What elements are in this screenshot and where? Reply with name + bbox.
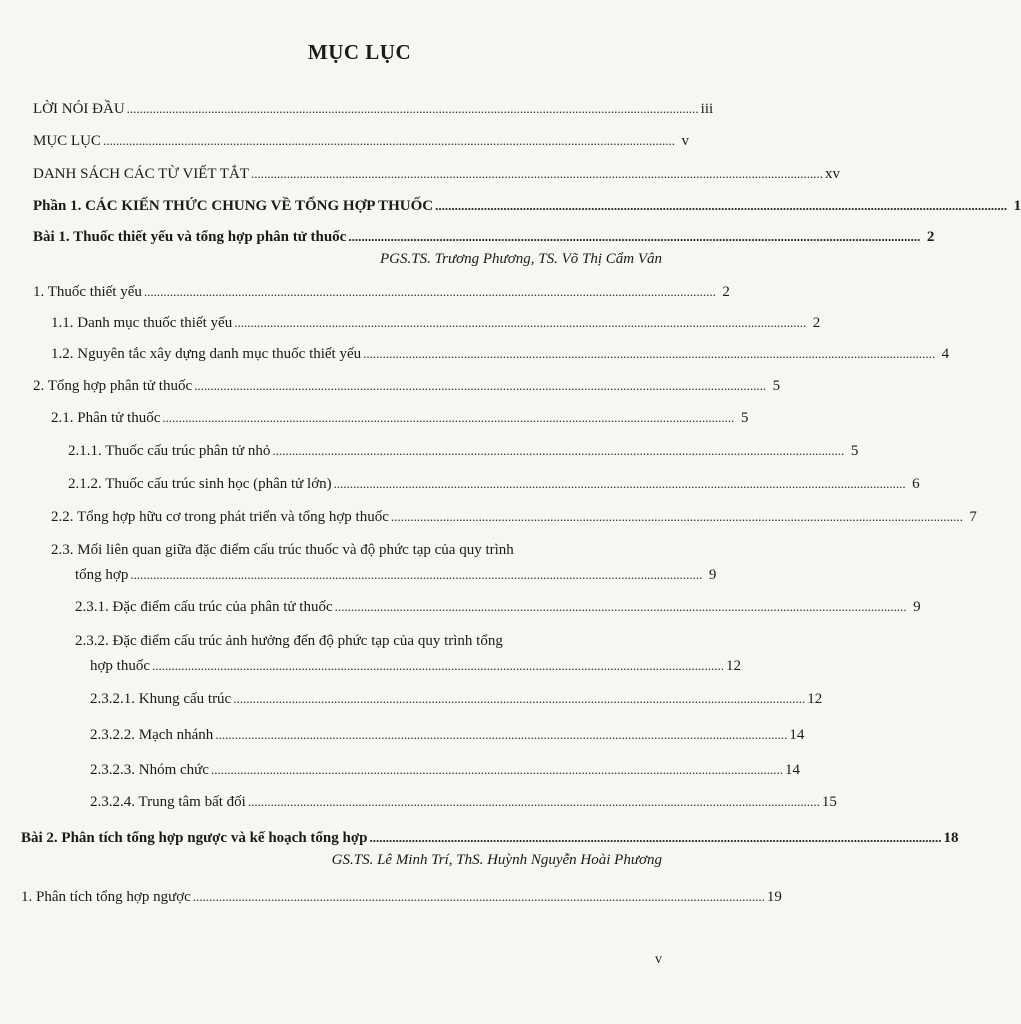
- toc-entry: [68, 475, 920, 493]
- page-title: MỤC LỤC: [307, 40, 412, 64]
- toc-entry-text: 2.3. Mối liên quan giữa đặc điểm cấu trúc thuốc và độ phức tạp của quy trình: [51, 542, 514, 558]
- toc-entry: [33, 165, 840, 183]
- author-line: GS.TS. Lê Minh Trí, ThS. Huỳnh Nguyễn Hoài Phương: [331, 852, 662, 868]
- leader-dots: ................................................................................................................................................................................: [102, 133, 675, 148]
- leader-dots: ................................................................................................................................................................................: [143, 284, 716, 299]
- leader-dots: ................................................................................................................................................................................: [247, 794, 820, 809]
- toc-entry-text: 1. Thuốc thiết yếu: [33, 284, 142, 300]
- toc-entry-page: 1: [1013, 198, 1021, 214]
- toc-entry-page: 2: [722, 284, 730, 300]
- toc-entry-text: Phần 1. CÁC KIẾN THỨC CHUNG VỀ TỔNG HỢP THUỐC: [33, 198, 434, 214]
- toc-entry-page: 9: [708, 567, 717, 583]
- toc-entry-text: 1.1. Danh mục thuốc thiết yếu: [51, 315, 233, 331]
- toc-entry-text: DANH SÁCH CÁC TỪ VIẾT TẮT: [33, 166, 249, 182]
- page-number: v: [655, 952, 662, 967]
- leader-dots: ................................................................................................................................................................................: [435, 198, 1008, 213]
- toc-entry-text: 1.2. Nguyên tắc xây dựng danh mục thuốc thiết yếu: [51, 346, 362, 362]
- toc-entry-page: 4: [941, 346, 950, 362]
- toc-entry-page: 5: [740, 410, 749, 426]
- toc-entry: [33, 100, 714, 118]
- toc-entry-text: 2. Tổng hợp phân tử thuốc: [33, 378, 193, 394]
- toc-entry: [51, 508, 977, 526]
- toc-entry: [90, 690, 823, 708]
- toc-entry-text: Bài 1. Thuốc thiết yếu và tổng hợp phân tử thuốc: [33, 229, 347, 245]
- toc-entry-text: 1. Phân tích tổng hợp ngược: [21, 889, 191, 905]
- leader-dots: ................................................................................................................................................................................: [210, 762, 783, 777]
- toc-entry-page: 15: [821, 794, 837, 810]
- toc-entry-text: MỤC LỤC: [33, 133, 101, 149]
- leader-dots: ................................................................................................................................................................................: [233, 691, 806, 706]
- toc-entry-text: 2.1.2. Thuốc cấu trúc sinh học (phân tử lớn): [68, 476, 332, 492]
- toc-entry-text: 2.3.2.2. Mạch nhánh: [90, 727, 214, 743]
- toc-entry: [90, 726, 805, 744]
- toc-entry-page: 7: [969, 509, 977, 525]
- leader-dots: ................................................................................................................................................................................: [250, 166, 823, 181]
- leader-dots: ................................................................................................................................................................................: [215, 727, 788, 742]
- toc-entry: [75, 598, 921, 616]
- leader-dots: ................................................................................................................................................................................: [162, 410, 735, 425]
- leader-dots: ................................................................................................................................................................................: [152, 658, 725, 673]
- toc-entry-page: 12: [726, 658, 742, 674]
- toc-entry: [21, 888, 782, 906]
- leader-dots: ................................................................................................................................................................................: [334, 599, 907, 614]
- toc-entry: [51, 314, 821, 332]
- toc-entry-text: 2.3.2.1. Khung cấu trúc: [90, 691, 232, 707]
- toc-entry-text: 2.2. Tổng hợp hữu cơ trong phát triển và tổng hợp thuốc: [51, 509, 389, 525]
- leader-dots: ................................................................................................................................................................................: [194, 378, 767, 393]
- leader-dots: ................................................................................................................................................................................: [348, 229, 921, 244]
- toc-entry-page: v: [681, 133, 689, 149]
- toc-entry: [33, 132, 689, 150]
- toc-entry-text: 2.3.2. Đặc điểm cấu trúc ảnh hưởng đến độ phức tạp của quy trình tổng: [75, 633, 503, 649]
- toc-entry-text: Bài 2. Phân tích tổng hợp ngược và kế hoạch tổng hợp: [21, 830, 368, 846]
- toc-entry: [33, 197, 1021, 215]
- toc-entry: [90, 761, 800, 779]
- toc-entry: [68, 442, 859, 460]
- toc-entry: [33, 283, 730, 301]
- leader-dots: ................................................................................................................................................................................: [390, 509, 963, 524]
- toc-entry: [21, 829, 959, 847]
- toc-entry-page: 6: [912, 476, 920, 492]
- leader-dots: ................................................................................................................................................................................: [369, 830, 942, 845]
- toc-entry-page: 5: [772, 378, 781, 394]
- toc-entry: [33, 228, 935, 246]
- toc-entry-text: 2.1.1. Thuốc cấu trúc phân tử nhỏ: [68, 443, 271, 459]
- toc-entry: [51, 409, 749, 427]
- toc-entry: [51, 345, 950, 363]
- toc-entry: [33, 377, 781, 395]
- toc-entry-text: 2.3.2.3. Nhóm chức: [90, 762, 209, 778]
- leader-dots: ................................................................................................................................................................................: [192, 889, 765, 904]
- author-line: PGS.TS. Trương Phương, TS. Võ Thị Cẩm Vân: [380, 251, 662, 267]
- toc-entry-page: xv: [824, 166, 840, 182]
- toc-entry-text: hợp thuốc: [90, 658, 151, 674]
- toc-entry-page: 9: [913, 599, 921, 615]
- leader-dots: ................................................................................................................................................................................: [363, 346, 936, 361]
- toc-entry-page: 12: [807, 691, 823, 707]
- leader-dots: ................................................................................................................................................................................: [130, 567, 703, 582]
- toc-entry-page: 14: [789, 727, 805, 743]
- toc-entry-page: 19: [766, 889, 782, 905]
- toc-entry: [75, 566, 717, 584]
- toc-entry-text: LỜI NÓI ĐẦU: [33, 101, 125, 117]
- toc-entry-text: 2.3.1. Đặc điểm cấu trúc của phân tử thuốc: [75, 599, 333, 615]
- toc-entry-page: iii: [700, 101, 714, 117]
- toc-entry-text: tổng hợp: [75, 567, 129, 583]
- toc-entry: [90, 793, 837, 811]
- toc-entry-page: 2: [812, 315, 821, 331]
- leader-dots: ................................................................................................................................................................................: [126, 101, 699, 116]
- leader-dots: ................................................................................................................................................................................: [234, 315, 807, 330]
- leader-dots: ................................................................................................................................................................................: [333, 476, 906, 491]
- toc-entry-text: 2.1. Phân tử thuốc: [51, 410, 161, 426]
- toc-entry-page: 2: [926, 229, 935, 245]
- toc-entry-page: 14: [784, 762, 800, 778]
- toc-entry-page: 5: [850, 443, 859, 459]
- toc-entry-text: 2.3.2.4. Trung tâm bất đối: [90, 794, 246, 810]
- toc-entry-page: 18: [943, 830, 959, 846]
- toc-entry: [90, 657, 742, 675]
- leader-dots: ................................................................................................................................................................................: [272, 443, 845, 458]
